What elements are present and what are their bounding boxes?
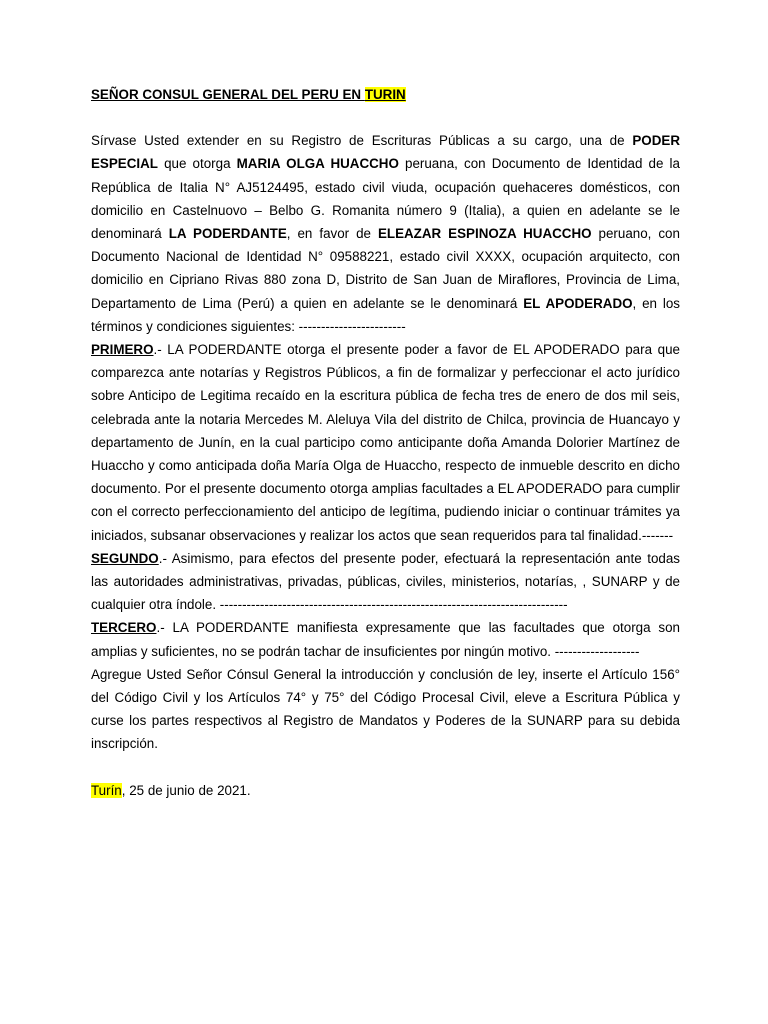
document-page: [91, 83, 680, 802]
heading-prefix: SEÑOR CONSUL GENERAL DEL PERU EN: [91, 87, 365, 102]
intro-bold-grantor-name: MARIA OLGA HUACCHO: [236, 156, 399, 172]
intro-text-2: que otorga: [157, 156, 237, 172]
intro-bold-el-apoderado: EL APODERADO: [523, 295, 633, 311]
clause-primero-text: .- LA PODERDANTE otorga el presente poder a favor de EL APODERADO para que comparezca ante notarías y Registros Públicos, a fin de formalizar y perfeccionar el acto jurídico sobre Anticipo de Legitima recaído en la escritura pública de fecha tres de enero de dos mil seis, celebrada ante la notaria Mercedes M. Aleluya Vila del distrito de Chilca, provincia de Huancayo y departamento de Junín, en la cual participo como anticipante doña Amanda Dolorier Martínez de Huaccho y como anticipada doña María Olga de Huaccho, respecto de inmueble descrito en dicho documento. Por el presente documento otorga amplias facultades a EL APODERADO para cumplir con el correcto perfeccionamiento del anticipo de legítima, pudiendo iniciar o continuar trámites ya iniciados, subsanar observaciones y realizar los actos que sean requeridos para tal finalidad.-------: [91, 342, 680, 543]
clause-primero-title: PRIMERO: [91, 342, 154, 358]
clause-segundo-text: .- Asimismo, para efectos del presente poder, efectuará la representación ante todas las autoridades administrativas, privadas, públicas, civiles, ministerios, notarías, , SUNARP y de cualquier otra índole. ------------------------------------------------------------------------------: [91, 550, 680, 613]
intro-text-1: Sírvase Usted extender en su Registro de Escrituras Públicas a su cargo, una de: [91, 133, 633, 149]
intro-paragraph: [91, 129, 680, 338]
intro-text-4: , en favor de: [286, 226, 378, 242]
heading-city-highlight: TURIN: [364, 87, 406, 102]
closing-date: , 25 de junio de 2021.: [121, 782, 251, 798]
closing-line: [91, 779, 680, 802]
intro-bold-attorney-name: ELEAZAR ESPINOZA HUACCHO: [377, 226, 592, 242]
closing-city-highlight: Turín: [91, 782, 122, 798]
clause-segundo: [91, 547, 680, 617]
document-heading: [91, 83, 680, 106]
clause-primero: [91, 338, 680, 547]
clause-tercero: [91, 616, 680, 662]
intro-text-3: peruana, con Documento de Identidad de la República de Italia N° AJ5124495, estado civil viuda, ocupación quehaceres domésticos, con domicilio en Castelnuovo – Belbo G. Romanita número 9 (Italia), a quien en adelante se le denominará: [91, 156, 680, 242]
clause-tercero-title: TERCERO: [91, 620, 157, 636]
intro-bold-la-poderdante: LA PODERDANTE: [168, 226, 287, 242]
agregue-paragraph: Agregue Usted Señor Cónsul General la introducción y conclusión de ley, inserte el Artículo 156° del Código Civil y los Artículos 74° y 75° del Código Procesal Civil, eleve a Escritura Pública y curse los partes respectivos al Registro de Mandatos y Poderes de la SUNARP para su debida inscripción.: [91, 666, 680, 752]
clause-segundo-title: SEGUNDO: [91, 550, 159, 566]
intro-text-6: , en los términos y condiciones siguientes: ------------------------: [91, 295, 680, 334]
document-body: [91, 129, 680, 755]
intro-bold-poder-especial: PODER ESPECIAL: [91, 133, 680, 172]
intro-text-5: peruano, con Documento Nacional de Identidad N° 09588221, estado civil XXXX, ocupación arquitecto, con domicilio en Cipriano Rivas 880 zona D, Distrito de San Juan de Miraflores, Provincia de Lima, Departamento de Lima (Perú) a quien en adelante se le denominará: [91, 226, 680, 311]
clause-tercero-text: .- LA PODERDANTE manifiesta expresamente que las facultades que otorga son amplias y suficientes, no se podrán tachar de insuficientes por ningún motivo. -------------------: [91, 620, 680, 659]
